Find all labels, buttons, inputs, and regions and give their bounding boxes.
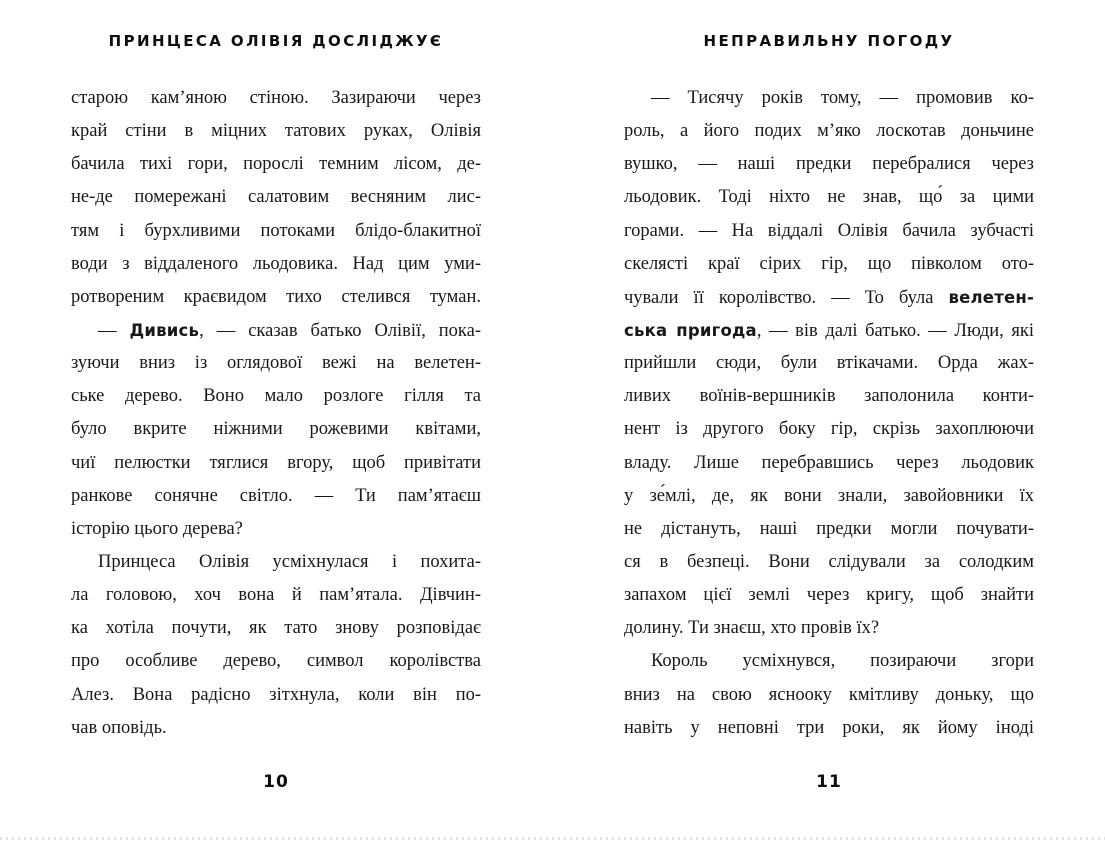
text-line: було вкрите ніжними рожевими квітами, [71, 419, 481, 440]
text-line: ранкове сонячне світло. — Ти пам’ятаєш [71, 485, 481, 506]
text-line: край стіни в міцних татових руках, Олівія [71, 121, 481, 142]
left-page-number: 10 [263, 772, 289, 792]
text-line: історію цього дерева? [71, 518, 243, 539]
next-page-edge [0, 837, 1105, 840]
text-line: горами. — На віддалі Олівія бачила зубчасті [624, 220, 1034, 241]
text-line: нент із другого боку гір, скрізь захоплюючи [624, 419, 1034, 440]
text-line: ська пригода, — вів далі батько. — Люди, які [624, 320, 1034, 341]
right-page [553, 0, 1105, 845]
text-line: ся в безпеці. Вони слідували за солодким [624, 551, 1034, 572]
text-line: Король усміхнувся, позираючи згори [651, 651, 1034, 672]
left-page [0, 0, 552, 845]
text-line: зуючи вниз із оглядової вежі на велетен- [71, 353, 481, 374]
emphasis-bold-text: велетен- [948, 287, 1034, 307]
text-line: ське дерево. Воно мало розлоге гілля та [71, 386, 481, 407]
text-line: бачила тихі гори, порослі темним лісом, де- [71, 154, 481, 175]
emphasis-bold-text: ська пригода [624, 320, 757, 340]
text-line: ка хотіла почути, як тато знову розповідає [71, 618, 481, 639]
emphasis-bold-text: Дивись [129, 320, 200, 340]
text-line: ливих воїнів-вершників заполонила конти- [624, 386, 1034, 407]
text-line: тям і бурхливими потоками блідо-блакитної [71, 220, 481, 241]
text-line: долину. Ти знаєш, хто провів їх? [624, 618, 880, 639]
text-line: у зе́млі, де, як вони знали, завойовники їх [624, 485, 1034, 506]
text-line: вушко, — наші предки перебралися через [624, 154, 1034, 175]
text-line: ла головою, хоч вона й пам’ятала. Дівчин- [71, 585, 481, 606]
text-line: Алез. Вона радісно зітхнула, коли він по- [71, 684, 481, 705]
text-line: чав оповідь. [71, 717, 167, 738]
text-line: навіть у неповні три роки, як йому іноді [624, 717, 1034, 738]
left-page-text [71, 82, 481, 745]
text-line: — Дивись, — сказав батько Олівії, пока- [98, 320, 481, 341]
text-line: чували її королівство. — То була велетен- [624, 287, 1034, 308]
text-line: води з віддаленого льодовика. Над цим уми- [71, 253, 481, 274]
text-line: не дістануть, наші предки могли почувати- [624, 518, 1034, 539]
text-line: скелясті краї сірих гір, що півколом ото- [624, 253, 1034, 274]
text-line: владу. Лише перебравшись через льодовик [624, 452, 1034, 473]
text-line: запахом цієї землі через кригу, щоб знайти [624, 585, 1034, 606]
text-line: чиї пелюстки тяглися вгору, щоб привітати [71, 452, 481, 473]
text-line: льодовик. Тоді ніхто не знав, що́ за цими [624, 187, 1034, 208]
left-running-header: ПРИНЦЕСА ОЛІВІЯ ДОСЛІДЖУЄ [108, 32, 444, 50]
text-line: вниз на свою яснооку кмітливу доньку, що [624, 684, 1034, 705]
right-running-header: НЕПРАВИЛЬНУ ПОГОДУ [703, 32, 955, 50]
text-line: старою кам’яною стіною. Зазираючи через [71, 88, 481, 108]
text-line: про особливе дерево, символ королівства [71, 651, 481, 672]
right-page-number: 11 [816, 772, 842, 792]
text-line: прийшли сюди, були втікачами. Орда жах- [624, 353, 1034, 374]
text-line: не-де помережані салатовим весняним лис- [71, 187, 481, 208]
text-line: — Тисячу років тому, — промовив ко- [651, 88, 1034, 108]
text-line: роль, а його подих м’яко лоскотав доньчине [624, 121, 1034, 142]
right-page-text [624, 82, 1034, 745]
text-line: Принцеса Олівія усміхнулася і похита- [98, 551, 481, 572]
text-line: ротвореним краєвидом тихо стелився туман. [71, 286, 481, 307]
